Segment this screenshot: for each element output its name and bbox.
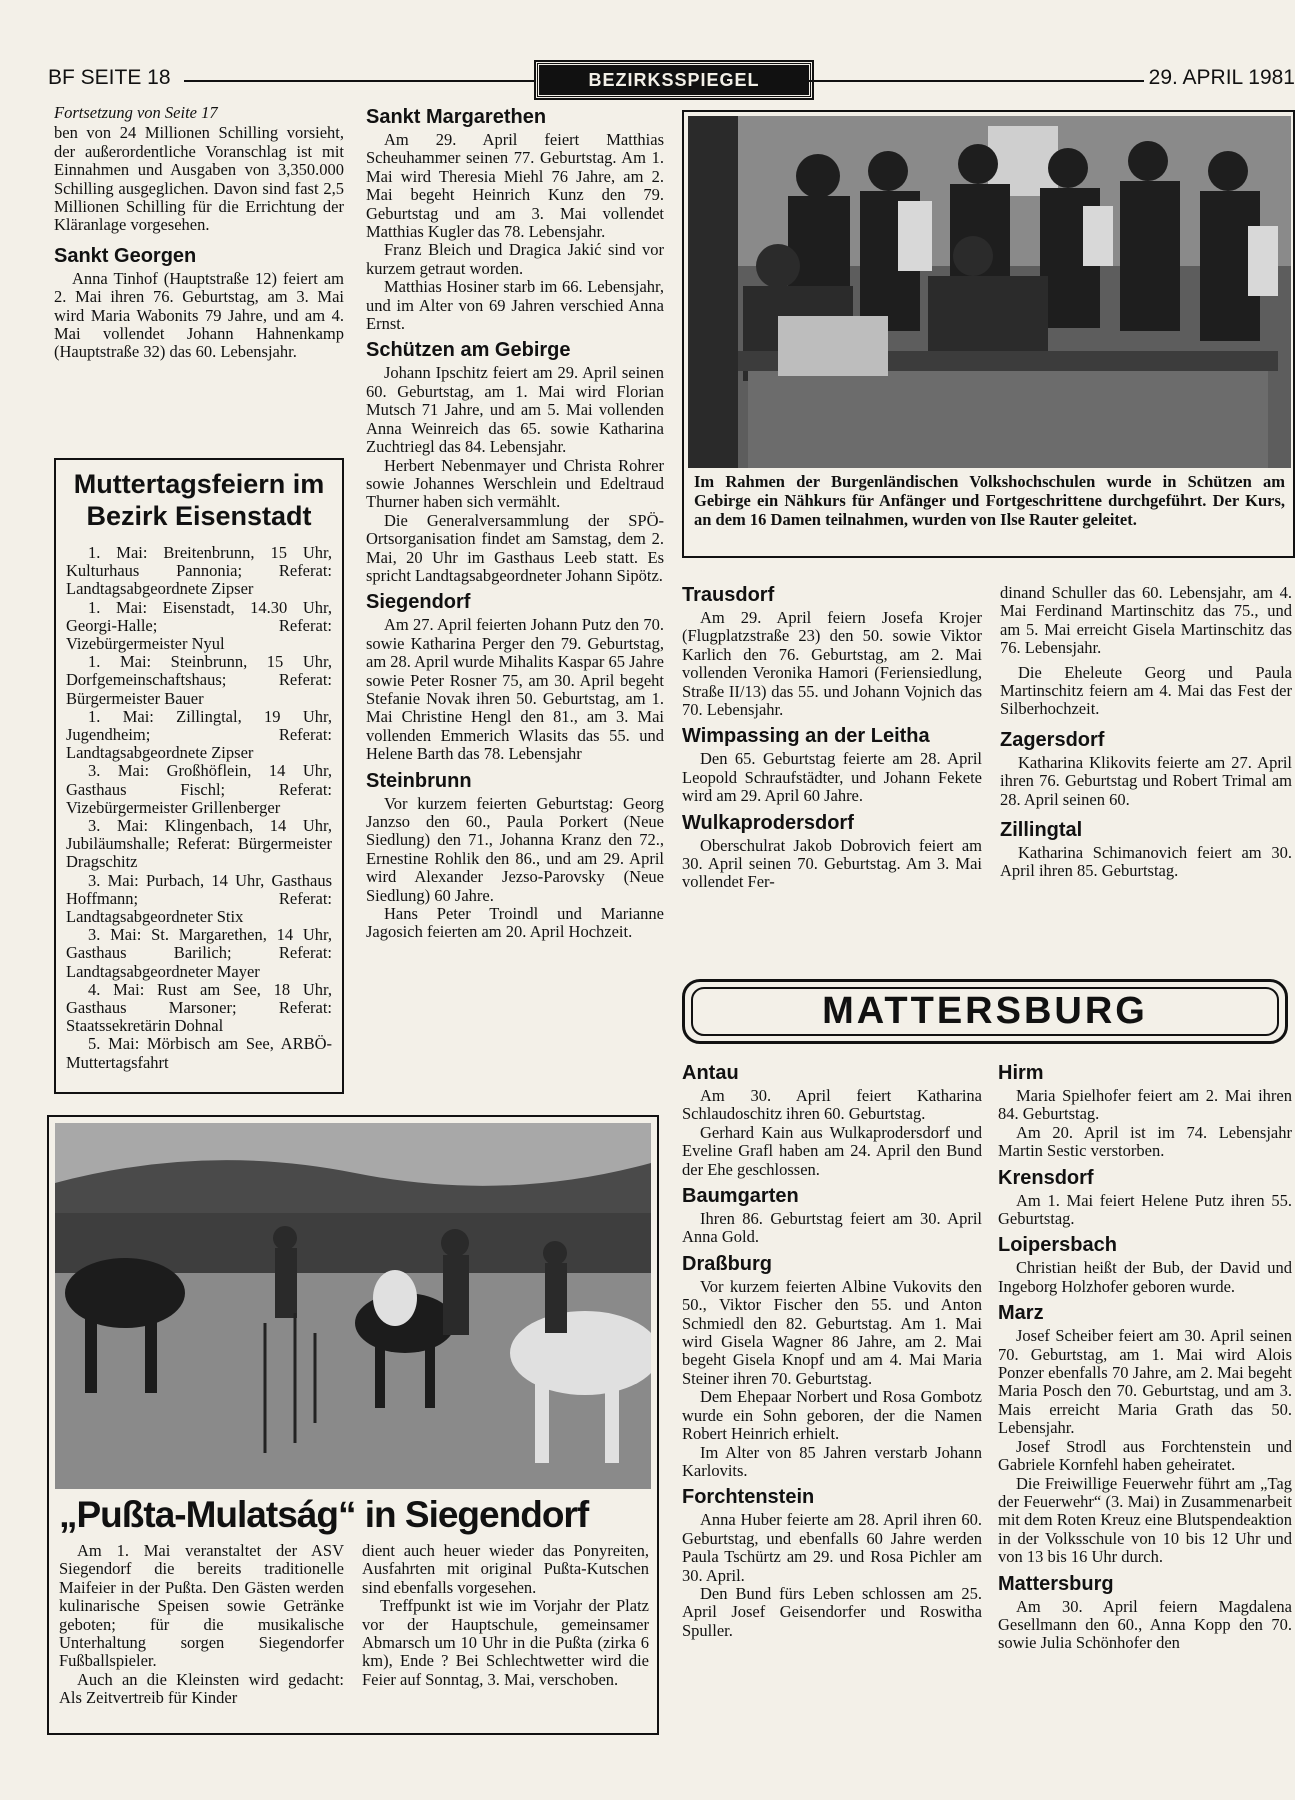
page-date: 29. APRIL 1981 [1148,66,1295,89]
text-marz-3: Die Freiwillige Feuerwehr führt am „Tag der Feuerwehr“ (3. Mai) in Zusammenarbeit mit dem Roten Kreuz eine Blutspendeaktion in der Volksschule von 10 bis 12 Uhr und von 13 bis 16 Uhr durch. [998,1473,1292,1567]
heading-trausdorf: Trausdorf [682,584,775,606]
heading-loipersbach: Loipersbach [998,1234,1117,1257]
pussta-text-4: Treffpunkt ist wie im Vorjahr der Platz vor der Hauptschule, gemeinsamer Abmarsch um 10 Uhr in die Pußta (zirka 6 km), Ende ? Bei Schlechtwetter wird die Feier auf Sonntag, 3. Mai, verschoben. [362,1596,649,1689]
column-mattersburg-a [682,1060,982,1740]
section-title: BEZIRKSSPIEGEL [536,62,812,98]
text-hirm-1: Maria Spielhofer feiert am 2. Mai ihren 84. Geburtstag. [998,1086,1292,1124]
muttertag-item: 1. Mai: Eisenstadt, 14.30 Uhr, Georgi-Halle; Referat: Vizebürgermeister Nyul [66,597,332,654]
text-trausdorf: Am 29. April feiern Josefa Krojer (Flugplatzstraße 23) den 50. sowie Viktor Karlich den 76. Geburtstag, am 2. Mai vollenden Veronika Hamori (Feriensiedlung, Straße II/13) das 55. und Johann Vojnich das 70. Lebensjahr. [682,608,982,720]
mattersburg-banner-title: MATTERSBURG [691,987,1279,1036]
text-zillingtal: Katharina Schimanovich feiert am 30. April ihren 85. Geburtstag. [1000,843,1292,881]
heading-siegendorf: Siegendorf [366,591,471,614]
muttertag-item: 4. Mai: Rust am See, 18 Uhr, Gasthaus Marsoner; Referat: Staatssekretärin Dohnal [66,979,332,1036]
text-drassburg-2: Dem Ehepaar Norbert und Rosa Gombotz wurde ein Sohn geboren, der die Namen Robert Heinrich erhielt. [682,1387,982,1444]
heading-mattersburg: Mattersburg [998,1572,1114,1595]
text-wulka-continued: dinand Schuller das 60. Lebensjahr, am 4. Mai Ferdinand Martinschitz das 75., und am 5. Mai erreicht Gisela Martinschitz das 76. Lebensjahr. [1000,584,1292,658]
heading-marz: Marz [998,1302,1044,1325]
continuation-note: Fortsetzung von Seite 17 [54,104,218,122]
text-hirm-2: Am 20. April ist im 74. Lebensjahr Martin Sestic verstorben. [998,1122,1292,1161]
heading-sankt-georgen: Sankt Georgen [54,244,197,267]
heading-zagersdorf: Zagersdorf [1000,728,1105,751]
column-3 [682,582,982,962]
text-krensdorf: Am 1. Mai feiert Helene Putz ihren 55. Geburtstag. [998,1190,1292,1229]
header-rule-left [184,80,534,82]
heading-wulkaprodersdorf: Wulkaprodersdorf [682,811,854,834]
heading-wimpassing: Wimpassing an der Leitha [682,725,930,748]
heading-antau: Antau [682,1062,739,1084]
heading-zillingtal: Zillingtal [1000,819,1083,842]
text-forchtenstein-2: Den Bund fürs Leben schlossen am 25. April Josef Geisendorfer und Roswitha Spuller. [682,1583,982,1640]
column-mattersburg-b [998,1060,1292,1740]
heading-krensdorf: Krensdorf [998,1166,1094,1189]
text-loipersbach: Christian heißt der Bub, der David und Ingeborg Holzhofer geboren wurde. [998,1258,1292,1296]
muttertag-item: 3. Mai: Klingenbach, 14 Uhr, Jubiläumshalle; Referat: Bürgermeister Dragschitz [66,816,332,872]
text-antau-2: Gerhard Kain aus Wulkaprodersdorf und Eveline Grafl haben am 24. April den Bund der Ehe geschlossen. [682,1122,982,1179]
text-schuetzen-3: Die Generalversammlung der SPÖ-Ortsorganisation findet am Samstag, dem 2. Mai, 20 Uhr im Gasthaus Leeb statt. Es spricht Landtagsabgeordneter Johann Sipötz. [366,510,664,585]
mattersburg-banner [682,979,1288,1044]
photo-naehkurs-image [688,116,1291,468]
text-schuetzen-2: Herbert Nebenmayer und Christa Rohrer sowie Johannes Werschlein und Edeltraud Thurner haben sich vermählt. [366,455,664,512]
column-2 [366,104,664,1104]
text-drassburg-3: Im Alter von 85 Jahren verstarb Johann Karlovits. [682,1442,982,1480]
muttertag-item: 5. Mai: Mörbisch am See, ARBÖ-Muttertagsfahrt [66,1034,332,1072]
muttertag-item: 3. Mai: St. Margarethen, 14 Uhr, Gasthaus Barilich; Referat: Landtagsabgeordneter Mayer [66,925,332,981]
heading-baumgarten: Baumgarten [682,1185,799,1208]
text-margarethen-1: Am 29. April feiert Matthias Scheuhammer seinen 77. Geburtstag. Am 1. Mai wird Theresia Miehl 76 Jahre, am 2. Mai begeht Heinrich Kunz den 79. Geburtstag und am 3. Mai vollendet Matthias Kugler das 78. Lebensjahr. [366,130,664,242]
article-intro: ben von 24 Millionen Schilling vorsieht, der außerordentliche Voranschlag ist mit Einnahmen und Ausgaben von 3,350.000 Schilling ausgeglichen. Davon sind fast 2,5 Millionen Schilling für die Errichtung der Kläranlage vorgesehen. [54,123,344,235]
header-rule-right [808,80,1144,82]
muttertag-box [54,458,344,1094]
text-forchtenstein-1: Anna Huber feierte am 28. April ihren 60. Geburtstag, und ebenfalls 60 Jahre werden Paula Tschürtz am 29. und Rosa Pichler am 30. April. [682,1510,982,1585]
text-wulkaprodersdorf: Oberschulrat Jakob Dobrovich feiert am 30. April seinen 70. Geburtstag. Am 3. Mai vollendet Fer- [682,835,982,892]
photo-naehkurs-caption: Im Rahmen der Burgenländischen Volkshochschulen wurde in Schützen am Gebirge ein Nähkurs für Anfänger und Fortgeschrittene durchgeführt. Der Kurs, an dem 16 Damen teilnahmen, wurden von Ilse Rauter geleitet. [694,472,1285,529]
text-drassburg-1: Vor kurzem feierten Albine Vukovits den 50., Viktor Fischer den 55. und Anton Schmiedl den 82. Geburtstag. Am 1. Mai wird Gisela Wagner 86 Jahre, am 2. Mai begeht Gisela Knopf und am 4. Mai Maria Steiner ihren 70. Geburtstag. [682,1276,982,1388]
pussta-text-2: Auch an die Kleinsten wird gedacht: Als Zeitvertreib für Kinder [59,1669,344,1708]
pussta-column-2 [362,1542,649,1732]
column-4 [1000,584,1292,964]
muttertag-item: 1. Mai: Steinbrunn, 15 Uhr, Dorfgemeinschaftshaus; Referat: Bürgermeister Bauer [66,652,332,708]
muttertag-item: 1. Mai: Breitenbrunn, 15 Uhr, Kulturhaus Pannonia; Referat: Landtagsabgeordnete Zipser [66,543,332,599]
photo-pussta-image [55,1123,651,1489]
text-marz-1: Josef Scheiber feiert am 30. April seinen 70. Geburtstag, am 1. Mai wird Alois Ponzer ebenfalls 70 Jahre, am 2. Mai begeht Maria Posch den 70. Geburtstag, und am 3. Mais erreicht Maria Grath das 50. Lebensjahr. [998,1326,1292,1438]
column-1 [54,104,344,362]
heading-hirm: Hirm [998,1062,1044,1084]
text-margarethen-2: Franz Bleich und Dragica Jakić sind vor kurzem getraut worden. [366,240,664,278]
text-marz-2: Josef Strodl aus Forchtenstein und Gabriele Kornfehl haben geheiratet. [998,1436,1292,1475]
muttertag-item: 3. Mai: Großhöflein, 14 Uhr, Gasthaus Fischl; Referat: Vizebürgermeister Grillenberger [66,761,332,817]
muttertag-item: 1. Mai: Zillingtal, 19 Uhr, Jugendheim; Referat: Landtagsabgeordnete Zipser [66,706,332,763]
text-sankt-georgen: Anna Tinhof (Hauptstraße 12) feiert am 2. Mai ihren 76. Geburtstag, am 3. Mai wird Maria Wabonits 79 Jahre, und am 4. Mai vollendet Johann Hahnenkamp (Hauptstraße 32) das 60. Lebensjahr. [54,268,344,362]
muttertag-item: 3. Mai: Purbach, 14 Uhr, Gasthaus Hoffmann; Referat: Landtagsabgeordneter Stix [66,870,332,927]
pussta-text-3: dient auch heuer wieder das Ponyreiten, Ausfahrten mit original Pußta-Kutschen sind ebenfalls vorgesehen. [362,1542,649,1597]
text-wimpassing: Den 65. Geburtstag feierte am 28. April Leopold Schraufstädter, und Johann Fekete wird am 29. April 60 Jahre. [682,749,982,806]
heading-schuetzen: Schützen am Gebirge [366,339,571,362]
text-baumgarten: Ihren 86. Geburtstag feiert am 30. April Anna Gold. [682,1209,982,1247]
photo-pussta [55,1123,651,1489]
pussta-text-1: Am 1. Mai veranstaltet der ASV Siegendorf die bereits traditionelle Maifeier in der Pußta. Den Gästen werden kulinarische Speisen sowie Getränke geboten; für die musikalische Unterhaltung sorgen Siegendorfer Fußballspieler. [59,1542,344,1671]
photo-frame-naehkurs [682,110,1295,558]
text-margarethen-3: Matthias Hosiner starb im 66. Lebensjahr, und im Alter von 69 Jahren verschied Anna Ernst. [366,277,664,334]
text-antau-1: Am 30. April feiert Katharina Schlaudoschitz ihren 60. Geburtstag. [682,1086,982,1124]
heading-forchtenstein: Forchtenstein [682,1486,815,1509]
page-label: BF SEITE 18 [48,66,171,89]
heading-sankt-margarethen: Sankt Margarethen [366,106,547,128]
text-steinbrunn-1: Vor kurzem feierten Geburtstag: Georg Janzso den 60., Paula Porkert (Neue Siedlung) den 71., Johanna Kranz den 72., Ernestine Rohlik den 86., und am 29. April wird Alexander Jezso-Parovsky (Neue Siedlung) 60 Jahre. [366,793,664,905]
pussta-title: „Pußta-Mulatság“ in Siegendorf [59,1494,589,1535]
heading-steinbrunn: Steinbrunn [366,769,472,792]
text-mattersburg: Am 30. April feiern Magdalena Gesellmann den 60., Anna Kopp den 70. sowie Julia Schönhofer den [998,1596,1292,1653]
text-zagersdorf: Katharina Klikovits feierte am 27. April ihren 76. Geburtstag und Robert Trimal am 28. April seinen 60. [1000,752,1292,809]
text-schuetzen-1: Johann Ipschitz feiert am 29. April seinen 60. Geburtstag, am 1. Mai wird Florian Mutsch 71 Jahre, und am 5. Mai vollenden Anna Weinreich das 65. sowie Katharina Zuchtriegl das 84. Lebensjahr. [366,363,664,457]
pussta-column-1 [59,1542,344,1732]
text-siegendorf-1: Am 27. April feierten Johann Putz den 70. sowie Katharina Perger den 79. Geburtstag, am 28. April wurde Mihalits Kaspar 65 Jahre sowie Peter Rosner 75, am 30. April begeht Stefanie Novak ihren 50. Geburtstag, am 1. Mai Christine Hengl den 81., am 3. Mai vollenden Emmerich Wlasits das 55. und Helene Barth das 78. Lebensjahr [366,615,664,764]
text-silberhochzeit: Die Eheleute Georg und Paula Martinschitz feiern am 4. Mai das Fest der Silberhochzeit. [1000,662,1292,719]
photo-naehkurs [688,116,1291,468]
pussta-article [47,1115,659,1735]
text-steinbrunn-2: Hans Peter Troindl und Marianne Jagosich feierten am 20. April Hochzeit. [366,904,664,942]
muttertag-title: Muttertagsfeiern im Bezirk Eisenstadt [73,469,325,531]
heading-drassburg: Draßburg [682,1252,772,1275]
